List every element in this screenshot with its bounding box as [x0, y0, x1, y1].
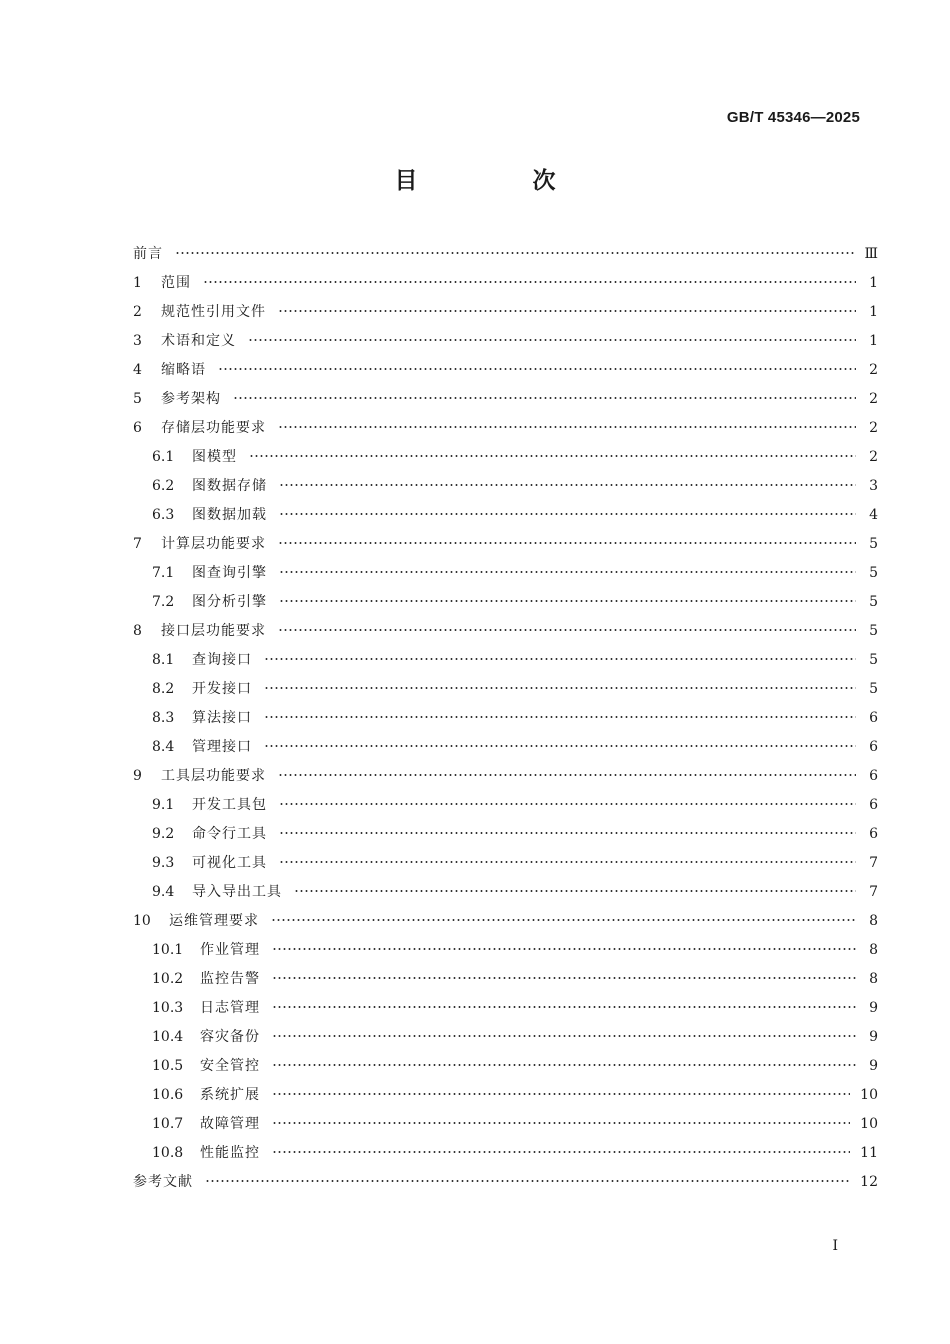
toc-entry-page: 9	[869, 1000, 878, 1016]
toc-entry[interactable]	[133, 501, 878, 530]
toc-entry[interactable]	[133, 994, 878, 1023]
toc-entry-page: 5	[869, 652, 878, 668]
toc-entry-page: 4	[869, 507, 878, 523]
toc-entry[interactable]	[133, 327, 878, 356]
toc-entry[interactable]	[133, 356, 878, 385]
toc-entry-page: 1	[869, 275, 878, 291]
toc-entry-number: 10.4	[152, 1029, 184, 1045]
toc-entry-label: 容灾备份	[200, 1029, 260, 1045]
toc-entry-number: 3	[133, 333, 142, 349]
toc-entry-page: 2	[869, 449, 878, 465]
toc-entry[interactable]	[133, 617, 878, 646]
toc-entry-number: 9.2	[152, 826, 175, 842]
toc-leader-dots	[279, 570, 856, 574]
toc-entry-page: 11	[860, 1145, 878, 1161]
toc-entry-label: 接口层功能要求	[161, 623, 266, 639]
toc-entry-label: 开发接口	[192, 681, 252, 697]
toc-entry-number: 8.2	[152, 681, 175, 697]
toc-entry-page: 9	[869, 1058, 878, 1074]
toc-entry-label: 管理接口	[192, 739, 252, 755]
toc-entry[interactable]	[133, 1110, 878, 1139]
toc-leader-dots	[272, 1121, 850, 1125]
toc-entry-number: 6.3	[152, 507, 175, 523]
toc-leader-dots	[278, 425, 856, 429]
toc-leader-dots	[278, 309, 856, 313]
toc-leader-dots	[279, 483, 856, 487]
toc-entry-label: 图模型	[192, 449, 237, 465]
toc-entry-number: 7	[133, 536, 142, 552]
toc-leader-dots	[272, 1005, 856, 1009]
toc-entry-number: 8.4	[152, 739, 175, 755]
toc-entry-number: 8.3	[152, 710, 175, 726]
toc-entry-number: 9.3	[152, 855, 175, 871]
toc-entry[interactable]	[133, 646, 878, 675]
toc-entry[interactable]	[133, 878, 878, 907]
toc-entry-page: 5	[869, 594, 878, 610]
toc-entry[interactable]	[133, 820, 878, 849]
toc-entry-page: 12	[860, 1174, 878, 1190]
toc-entry-label: 日志管理	[200, 1000, 260, 1016]
toc-entry-page: 3	[869, 478, 878, 494]
toc-leader-dots	[248, 338, 856, 342]
toc-entry-label: 图数据加载	[192, 507, 267, 523]
toc-entry-label: 图分析引擎	[192, 594, 267, 610]
toc-entry-label: 图数据存储	[192, 478, 267, 494]
toc-entry-number: 10	[133, 913, 151, 929]
toc-leader-dots	[272, 947, 856, 951]
toc-entry-label: 安全管控	[200, 1058, 260, 1074]
toc-entry-page: 5	[869, 565, 878, 581]
toc-entry[interactable]	[133, 269, 878, 298]
toc-leader-dots	[278, 628, 856, 632]
toc-entry-number: 4	[133, 362, 142, 378]
toc-entry-number: 10.8	[152, 1145, 184, 1161]
toc-entry-number: 1	[133, 275, 142, 291]
toc-leader-dots	[279, 802, 856, 806]
toc-leader-dots	[279, 831, 856, 835]
toc-entry-page: 8	[869, 913, 878, 929]
toc-leader-dots	[279, 599, 856, 603]
toc-entry-page: 6	[869, 826, 878, 842]
toc-leader-dots	[279, 860, 856, 864]
toc-entry[interactable]	[133, 762, 878, 791]
toc-entry-number: 7.2	[152, 594, 175, 610]
toc-leader-dots	[271, 918, 856, 922]
toc-leader-dots	[279, 512, 856, 516]
toc-entry-number: 10.6	[152, 1087, 184, 1103]
toc-entry[interactable]	[133, 1052, 878, 1081]
toc-entry-number: 10.3	[152, 1000, 184, 1016]
toc-entry-number: 2	[133, 304, 142, 320]
toc-entry-number: 10.1	[152, 942, 184, 958]
toc-leader-dots	[249, 454, 856, 458]
toc-entry-page: 10	[860, 1087, 878, 1103]
toc-entry-page: 6	[869, 739, 878, 755]
toc-entry-page: 2	[869, 420, 878, 436]
toc-entry-page: 1	[869, 333, 878, 349]
toc-leader-dots	[272, 1150, 850, 1154]
toc-entry[interactable]	[133, 298, 878, 327]
toc-leader-dots	[264, 715, 856, 719]
toc-entry-label: 查询接口	[192, 652, 252, 668]
toc-entry-label: 计算层功能要求	[161, 536, 266, 552]
toc-leader-dots	[264, 744, 856, 748]
toc-entry-label: 命令行工具	[192, 826, 267, 842]
toc-entry-number: 10.2	[152, 971, 184, 987]
toc-leader-dots	[272, 976, 856, 980]
table-of-contents	[133, 240, 878, 1197]
toc-entry-page: 6	[869, 710, 878, 726]
toc-entry-label: 范围	[161, 275, 191, 291]
toc-entry-number: 6.1	[152, 449, 175, 465]
toc-entry-number: 7.1	[152, 565, 175, 581]
toc-entry[interactable]	[133, 907, 878, 936]
toc-entry-number: 6.2	[152, 478, 175, 494]
toc-entry-label: 可视化工具	[192, 855, 267, 871]
toc-entry-page: 6	[869, 797, 878, 813]
toc-entry[interactable]	[133, 1168, 878, 1197]
toc-entry-page: 5	[869, 623, 878, 639]
toc-entry-label: 存储层功能要求	[161, 420, 266, 436]
toc-entry-label: 故障管理	[200, 1116, 260, 1132]
toc-entry-label: 图查询引擎	[192, 565, 267, 581]
toc-entry-page: 10	[860, 1116, 878, 1132]
toc-entry-label: 系统扩展	[200, 1087, 260, 1103]
toc-entry-page: 7	[869, 855, 878, 871]
toc-entry-number: 9.1	[152, 797, 175, 813]
toc-entry-number: 6	[133, 420, 142, 436]
toc-entry-label: 工具层功能要求	[161, 768, 266, 784]
toc-entry-page: 8	[869, 971, 878, 987]
toc-entry-page: 5	[869, 536, 878, 552]
toc-entry[interactable]	[133, 733, 878, 762]
toc-entry-page: 1	[869, 304, 878, 320]
toc-entry[interactable]	[133, 559, 878, 588]
toc-entry-number: 10.7	[152, 1116, 184, 1132]
page-number: Ⅰ	[832, 1238, 838, 1254]
toc-entry[interactable]	[133, 849, 878, 878]
toc-entry[interactable]	[133, 1023, 878, 1052]
toc-leader-dots	[278, 541, 856, 545]
toc-entry-page: 6	[869, 768, 878, 784]
toc-leader-dots	[294, 889, 856, 893]
toc-entry-page: 9	[869, 1029, 878, 1045]
toc-entry[interactable]	[133, 791, 878, 820]
toc-entry-label: 作业管理	[200, 942, 260, 958]
toc-leader-dots	[203, 280, 856, 284]
toc-entry-page: 5	[869, 681, 878, 697]
toc-entry[interactable]	[133, 443, 878, 472]
toc-entry-number: 9	[133, 768, 142, 784]
toc-entry[interactable]	[133, 240, 878, 269]
toc-entry[interactable]	[133, 1081, 878, 1110]
toc-leader-dots	[278, 773, 856, 777]
toc-leader-dots	[272, 1034, 856, 1038]
toc-entry-label: 前言	[133, 246, 163, 262]
toc-leader-dots	[233, 396, 856, 400]
toc-entry-number: 8	[133, 623, 142, 639]
toc-entry[interactable]	[133, 588, 878, 617]
toc-entry-label: 算法接口	[192, 710, 252, 726]
toc-entry-page: 2	[869, 362, 878, 378]
toc-entry-label: 术语和定义	[161, 333, 236, 349]
toc-entry[interactable]	[133, 530, 878, 559]
toc-leader-dots	[264, 686, 856, 690]
toc-entry-label: 运维管理要求	[169, 913, 259, 929]
toc-entry[interactable]	[133, 472, 878, 501]
toc-entry-label: 监控告警	[200, 971, 260, 987]
toc-entry-label: 缩略语	[161, 362, 206, 378]
toc-entry[interactable]	[133, 414, 878, 443]
toc-leader-dots	[272, 1092, 850, 1096]
toc-entry-page: Ⅲ	[864, 246, 878, 262]
toc-entry-label: 性能监控	[200, 1145, 260, 1161]
toc-entry-label: 导入导出工具	[192, 884, 282, 900]
toc-entry-label: 规范性引用文件	[161, 304, 266, 320]
toc-leader-dots	[264, 657, 856, 661]
toc-entry[interactable]	[133, 1139, 878, 1168]
toc-entry-label: 开发工具包	[192, 797, 267, 813]
toc-entry-page: 7	[869, 884, 878, 900]
toc-leader-dots	[272, 1063, 856, 1067]
toc-entry[interactable]	[133, 965, 878, 994]
toc-leader-dots	[205, 1179, 850, 1183]
toc-entry[interactable]	[133, 936, 878, 965]
toc-entry[interactable]	[133, 385, 878, 414]
toc-entry-label: 参考文献	[133, 1174, 193, 1190]
toc-entry-number: 9.4	[152, 884, 175, 900]
toc-entry-number: 10.5	[152, 1058, 184, 1074]
toc-entry-page: 8	[869, 942, 878, 958]
document-code: GB/T 45346—2025	[726, 109, 860, 126]
toc-entry-number: 5	[133, 391, 142, 407]
toc-entry[interactable]	[133, 675, 878, 704]
toc-leader-dots	[175, 251, 854, 255]
toc-leader-dots	[218, 367, 856, 371]
toc-entry-number: 8.1	[152, 652, 175, 668]
toc-entry-label: 参考架构	[161, 391, 221, 407]
toc-entry[interactable]	[133, 704, 878, 733]
page-title: 目 次	[394, 168, 602, 194]
toc-entry-page: 2	[869, 391, 878, 407]
